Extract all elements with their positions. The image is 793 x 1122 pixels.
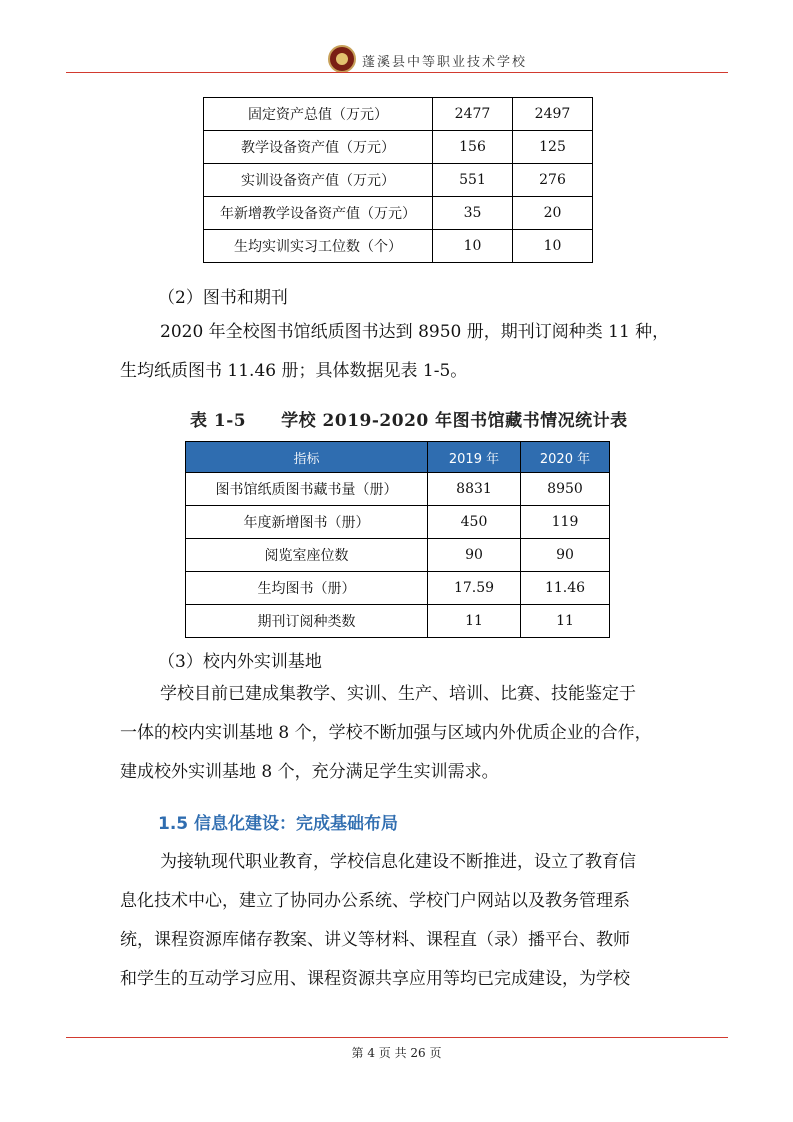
table-row bbox=[186, 506, 610, 539]
table-row bbox=[204, 230, 593, 263]
table-cell: 图书馆纸质图书藏书量（册） bbox=[186, 473, 428, 506]
table-cell: 2477 bbox=[433, 98, 513, 131]
table-row bbox=[186, 572, 610, 605]
table-cell: 8950 bbox=[521, 473, 610, 506]
text-line: 学校目前已建成集教学、实训、生产、培训、比赛、技能鉴定于 bbox=[160, 684, 636, 704]
table-cell: 10 bbox=[433, 230, 513, 263]
table-cell: 17.59 bbox=[428, 572, 521, 605]
page-number: 第 4 页 共 26 页 bbox=[351, 1046, 442, 1060]
footer-divider bbox=[66, 1037, 728, 1038]
table-cell: 276 bbox=[513, 164, 593, 197]
text-line: 为接轨现代职业教育，学校信息化建设不断推进，设立了教育信 bbox=[160, 852, 636, 872]
section-title-training: （3）校内外实训基地 bbox=[158, 652, 322, 672]
table-cell: 11.46 bbox=[521, 572, 610, 605]
table-cell: 551 bbox=[433, 164, 513, 197]
table-cell: 2497 bbox=[513, 98, 593, 131]
section-title-books: （2）图书和期刊 bbox=[158, 288, 288, 308]
column-header: 2019 年 bbox=[428, 442, 521, 473]
table-row bbox=[186, 539, 610, 572]
table-cell: 实训设备资产值（万元） bbox=[204, 164, 433, 197]
table-cell: 156 bbox=[433, 131, 513, 164]
table-caption: 表 1-5 学校 2019-2020 年图书馆藏书情况统计表 bbox=[190, 411, 628, 431]
table-row bbox=[186, 473, 610, 506]
table-cell: 固定资产总值（万元） bbox=[204, 98, 433, 131]
table-cell: 生均图书（册） bbox=[186, 572, 428, 605]
table-row bbox=[204, 131, 593, 164]
table-row bbox=[204, 197, 593, 230]
table-cell: 11 bbox=[428, 605, 521, 638]
table-cell: 11 bbox=[521, 605, 610, 638]
table-cell: 教学设备资产值（万元） bbox=[204, 131, 433, 164]
text-line: 统，课程资源库储存教案、讲义等材料、课程直（录）播平台、教师 bbox=[120, 930, 630, 950]
table-cell: 10 bbox=[513, 230, 593, 263]
text-line: 息化技术中心，建立了协同办公系统、学校门户网站以及教务管理系 bbox=[120, 891, 630, 911]
library-table bbox=[185, 441, 610, 638]
table-header-row bbox=[186, 442, 610, 473]
section-heading-informatization: 1.5 信息化建设：完成基础布局 bbox=[158, 814, 399, 834]
text-line: 和学生的互动学习应用、课程资源共享应用等均已完成建设，为学校 bbox=[120, 969, 630, 989]
table-cell: 90 bbox=[521, 539, 610, 572]
paragraph-training bbox=[120, 675, 680, 792]
table-cell: 450 bbox=[428, 506, 521, 539]
text-line: 2020 年全校图书馆纸质图书达到 8950 册，期刊订阅种类 11 种， bbox=[160, 322, 670, 342]
header-divider bbox=[66, 72, 728, 73]
table-cell: 35 bbox=[433, 197, 513, 230]
assets-table bbox=[203, 97, 593, 263]
paragraph-informatization bbox=[120, 843, 680, 999]
column-header: 指标 bbox=[186, 442, 428, 473]
school-emblem-icon bbox=[328, 45, 356, 73]
table-cell: 20 bbox=[513, 197, 593, 230]
table-cell: 阅览室座位数 bbox=[186, 539, 428, 572]
table-row bbox=[204, 98, 593, 131]
table-row bbox=[186, 605, 610, 638]
table-cell: 119 bbox=[521, 506, 610, 539]
text-line: 生均纸质图书 11.46 册；具体数据见表 1-5。 bbox=[120, 361, 468, 381]
table-cell: 年度新增图书（册） bbox=[186, 506, 428, 539]
table-cell: 125 bbox=[513, 131, 593, 164]
table-cell: 8831 bbox=[428, 473, 521, 506]
text-line: 建成校外实训基地 8 个，充分满足学生实训需求。 bbox=[120, 762, 499, 782]
table-row bbox=[204, 164, 593, 197]
table-cell: 生均实训实习工位数（个） bbox=[204, 230, 433, 263]
table-cell: 年新增教学设备资产值（万元） bbox=[204, 197, 433, 230]
paragraph-books bbox=[120, 313, 680, 391]
column-header: 2020 年 bbox=[521, 442, 610, 473]
table-cell: 90 bbox=[428, 539, 521, 572]
table-cell: 期刊订阅种类数 bbox=[186, 605, 428, 638]
school-name: 蓬溪县中等职业技术学校 bbox=[362, 55, 528, 70]
text-line: 一体的校内实训基地 8 个，学校不断加强与区域内外优质企业的合作， bbox=[120, 723, 652, 743]
